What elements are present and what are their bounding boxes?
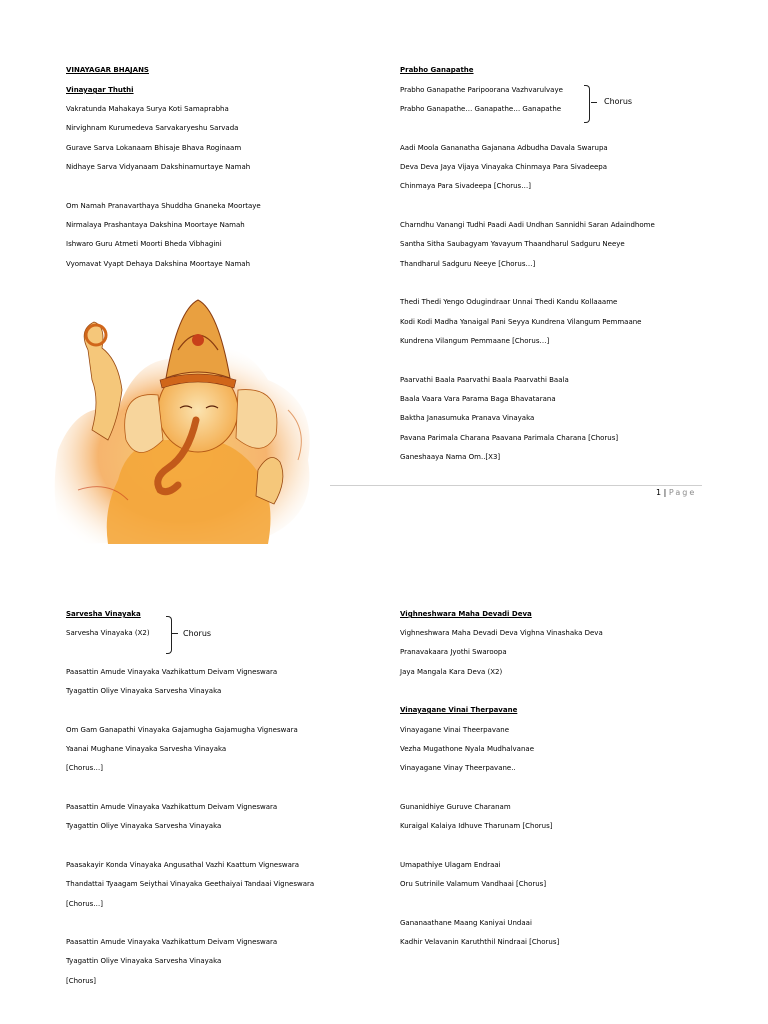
- lyric-line: Sarvesha Vinayaka (X2): [66, 629, 150, 637]
- lyric-line: Jaya Mangala Kara Deva (X2): [400, 668, 503, 676]
- lyric-line: Vakratunda Mahakaya Surya Koti Samaprabha: [66, 105, 229, 113]
- lyric-line: Yaanai Mughane Vinayaka Sarvesha Vinayaka: [66, 745, 227, 753]
- chorus-brace: [166, 616, 172, 654]
- lyric-line: Aadi Moola Gananatha Gajanana Adbudha Davala Swarupa: [400, 144, 608, 152]
- lyric-line: Charndhu Vanangi Tudhi Paadi Aadi Undhan Sannidhi Saran Adaindhome: [400, 221, 655, 229]
- page-separator: |: [663, 488, 667, 497]
- lyric-line: [Chorus…]: [66, 764, 104, 772]
- lyric-line: Vighneshwara Maha Devadi Deva Vighna Vinashaka Deva: [400, 629, 603, 637]
- lyric-line: Baktha Janasumuka Pranava Vinayaka: [400, 414, 535, 422]
- lyric-line: Ganeshaaya Nama Om..[X3]: [400, 453, 501, 461]
- lyric-line: Paasattin Amude Vinayaka Vazhikattum Deivam Vigneswara: [66, 668, 278, 676]
- lyric-line: Chinmaya Para Sivadeepa [Chorus…]: [400, 182, 531, 190]
- chorus-brace: [584, 85, 590, 123]
- lyric-line: Paasakayir Konda Vinayaka Angusathal Vazhi Kaattum Vigneswara: [66, 861, 300, 869]
- lyric-line: Kundrena Vilangum Pemmaane [Chorus…]: [400, 337, 550, 345]
- section-title-vinayagar-thuthi: Vinayagar Thuthi: [66, 86, 134, 94]
- lyric-line: Gananaathane Maang Kaniyai Undaai: [400, 919, 532, 927]
- lyric-line: Umapathiye Ulagam Endraai: [400, 861, 501, 869]
- lyric-line: Tyagattin Oliye Vinayaka Sarvesha Vinayaka: [66, 822, 222, 830]
- section-title-sarvesha-vinayaka: Sarvesha Vinayaka: [66, 610, 141, 618]
- lyric-line: Paasattin Amude Vinayaka Vazhikattum Deivam Vigneswara: [66, 938, 278, 946]
- lyric-line: [Chorus…]: [66, 900, 104, 908]
- lyric-line: Tyagattin Oliye Vinayaka Sarvesha Vinayaka: [66, 957, 222, 965]
- lyric-line: Prabho Ganapathe… Ganapathe… Ganapathe: [400, 105, 562, 113]
- section-title-vighneshwara: Vighneshwara Maha Devadi Deva: [400, 610, 532, 618]
- lyric-line: Tyagattin Oliye Vinayaka Sarvesha Vinayaka: [66, 687, 222, 695]
- chorus-brace-tick: [591, 102, 597, 103]
- lyric-line: Om Namah Pranavarthaya Shuddha Gnaneka Moortaye: [66, 202, 261, 210]
- lyric-line: Ishwaro Guru Atmeti Moorti Bheda Vibhagini: [66, 240, 222, 248]
- lyric-line: Vinayagane Vinay Theerpavane..: [400, 764, 516, 772]
- lyric-line: Gurave Sarva Lokanaam Bhisaje Bhava Roginaam: [66, 144, 242, 152]
- section-title-vinayagane: Vinayagane Vinai Therpavane: [400, 706, 518, 714]
- page-word: Page: [668, 488, 697, 497]
- lyric-line: Nirvighnam Kurumedeva Sarvakaryeshu Sarvada: [66, 124, 239, 132]
- lyric-line: Pavana Parimala Charana Paavana Parimala Charana [Chorus]: [400, 434, 619, 442]
- lyric-line: Baala Vaara Vara Parama Baga Bhavatarana: [400, 395, 556, 403]
- lyric-line: Vinayagane Vinai Theerpavane: [400, 726, 510, 734]
- document-heading: VINAYAGAR BHAJANS: [66, 66, 149, 74]
- lyric-line: Om Gam Ganapathi Vinayaka Gajamugha Gajamugha Vigneswara: [66, 726, 298, 734]
- lyric-line: Kadhir Velavanin Karuththil Nindraai [Chorus]: [400, 938, 560, 946]
- lyric-line: Thandattai Tyaagam Seiythai Vinayaka Geethaiyai Tandaai Vigneswara: [66, 880, 315, 888]
- lyric-line: Thedi Thedi Yengo Odugindraar Unnai Thedi Kandu Kollaaame: [400, 298, 618, 306]
- lyric-line: Paasattin Amude Vinayaka Vazhikattum Deivam Vigneswara: [66, 803, 278, 811]
- lyric-line: Vyomavat Vyapt Dehaya Dakshina Moortaye Namah: [66, 260, 251, 268]
- lyric-line: Prabho Ganapathe Paripoorana Vazhvarulvaye: [400, 86, 563, 94]
- page-footer: [656, 488, 696, 498]
- lyric-line: Kuraigal Kalaiya Idhuve Tharunam [Chorus]: [400, 822, 553, 830]
- page-number: 1: [656, 488, 662, 497]
- chorus-label: Chorus: [604, 97, 633, 106]
- lyric-line: Oru Sutrinile Valamum Vandhaai [Chorus]: [400, 880, 547, 888]
- section-title-prabho-ganapathe: Prabho Ganapathe: [400, 66, 474, 74]
- lyric-line: Nirmalaya Prashantaya Dakshina Moortaye Namah: [66, 221, 245, 229]
- lyric-line: Pranavakaara Jyothi Swaroopa: [400, 648, 507, 656]
- footer-divider: [330, 485, 702, 486]
- lyric-line: Nidhaye Sarva Vidyanaam Dakshinamurtaye Namah: [66, 163, 251, 171]
- lyric-line: Paarvathi Baala Paarvathi Baala Paarvathi Baala: [400, 376, 569, 384]
- chorus-brace-tick: [172, 633, 178, 634]
- lyric-line: Kodi Kodi Madha Yanaigal Pani Seyya Kundrena Vilangum Pemmaane: [400, 318, 642, 326]
- lyric-line: Santha Sitha Saubagyam Yavayum Thaandharul Sadguru Neeye: [400, 240, 625, 248]
- lyric-line: Thandharul Sadguru Neeye [Chorus…]: [400, 260, 536, 268]
- lyric-line: Vezha Mugathone Nyala Mudhalvanae: [400, 745, 535, 753]
- ganesha-illustration: [48, 290, 330, 544]
- lyric-line: Deva Deva Jaya Vijaya Vinayaka Chinmaya Para Sivadeepa: [400, 163, 608, 171]
- chorus-label: Chorus: [183, 629, 212, 638]
- lyric-line: [Chorus]: [66, 977, 97, 985]
- lyric-line: Gunanidhiye Guruve Charanam: [400, 803, 511, 811]
